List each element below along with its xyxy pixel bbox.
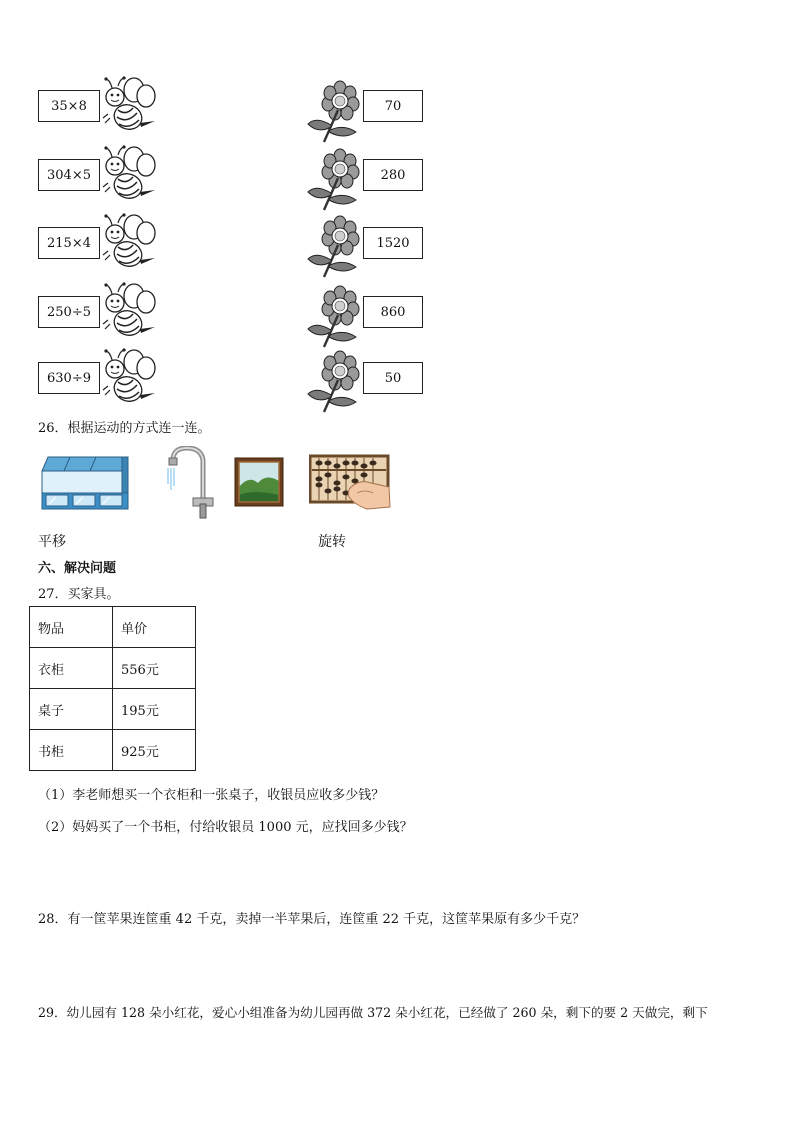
bee-icon: [100, 76, 158, 138]
bee-icon: [100, 348, 158, 410]
flower-icon: [304, 350, 360, 414]
label-translation: 平移: [38, 534, 66, 550]
expression-box-1: 35×8: [38, 90, 100, 122]
answer-box-5: 50: [363, 362, 423, 394]
table-row: [30, 648, 196, 689]
expression-box-2: 304×5: [38, 159, 100, 191]
answer-box-3: 1520: [363, 227, 423, 259]
flower-icon: [304, 80, 360, 144]
answer-box-2: 280: [363, 159, 423, 191]
flower-icon: [304, 285, 360, 349]
table-cell-price: 195元: [113, 689, 196, 730]
question-27-part-2: （2）妈妈买了一个书柜，付给收银员 1000 元，应找回多少钱？: [38, 820, 413, 835]
bee-icon: [100, 213, 158, 275]
bee-icon: [100, 145, 158, 207]
faucet-image: [163, 446, 215, 520]
flower-icon: [304, 148, 360, 212]
table-cell-price: 925元: [113, 730, 196, 771]
answer-box-4: 860: [363, 296, 423, 328]
question-29: 29．幼儿园有 128 朵小红花，爱心小组准备为幼儿园再做 372 朵小红花，已经做了 260 朵，剩下的要 2 天做完，剩下: [38, 1005, 708, 1020]
section-6-heading: 六、解决问题: [38, 561, 117, 576]
table-header-item: 物品: [30, 607, 113, 648]
table-cell-item: 桌子: [30, 689, 113, 730]
question-26-title: 26．根据运动的方式连一连。: [38, 421, 211, 436]
question-28: 28．有一筐苹果连筐重 42 千克，卖掉一半苹果后，连筐重 22 千克，这筐苹果原有多少千克？: [38, 912, 586, 927]
answer-box-1: 70: [363, 90, 423, 122]
expression-box-4: 250÷5: [38, 296, 100, 328]
table-cell-item: 书柜: [30, 730, 113, 771]
table-cell-item: 衣柜: [30, 648, 113, 689]
glass-cabinet-image: [40, 455, 130, 511]
table-cell-price: 556元: [113, 648, 196, 689]
question-27-title: 27．买家具。: [38, 587, 120, 602]
question-27-part-1: （1）李老师想买一个衣柜和一张桌子，收银员应收多少钱？: [38, 788, 385, 803]
table-header-price: 单价: [113, 607, 196, 648]
abacus-image: [309, 453, 391, 511]
price-table: [29, 606, 196, 771]
expression-box-3: 215×4: [38, 227, 100, 259]
table-header-row: [30, 607, 196, 648]
picture-frame-image: [234, 457, 284, 507]
table-row: [30, 689, 196, 730]
expression-box-5: 630÷9: [38, 362, 100, 394]
bee-icon: [100, 282, 158, 344]
flower-icon: [304, 215, 360, 279]
table-row: [30, 730, 196, 771]
label-rotation: 旋转: [318, 534, 346, 550]
